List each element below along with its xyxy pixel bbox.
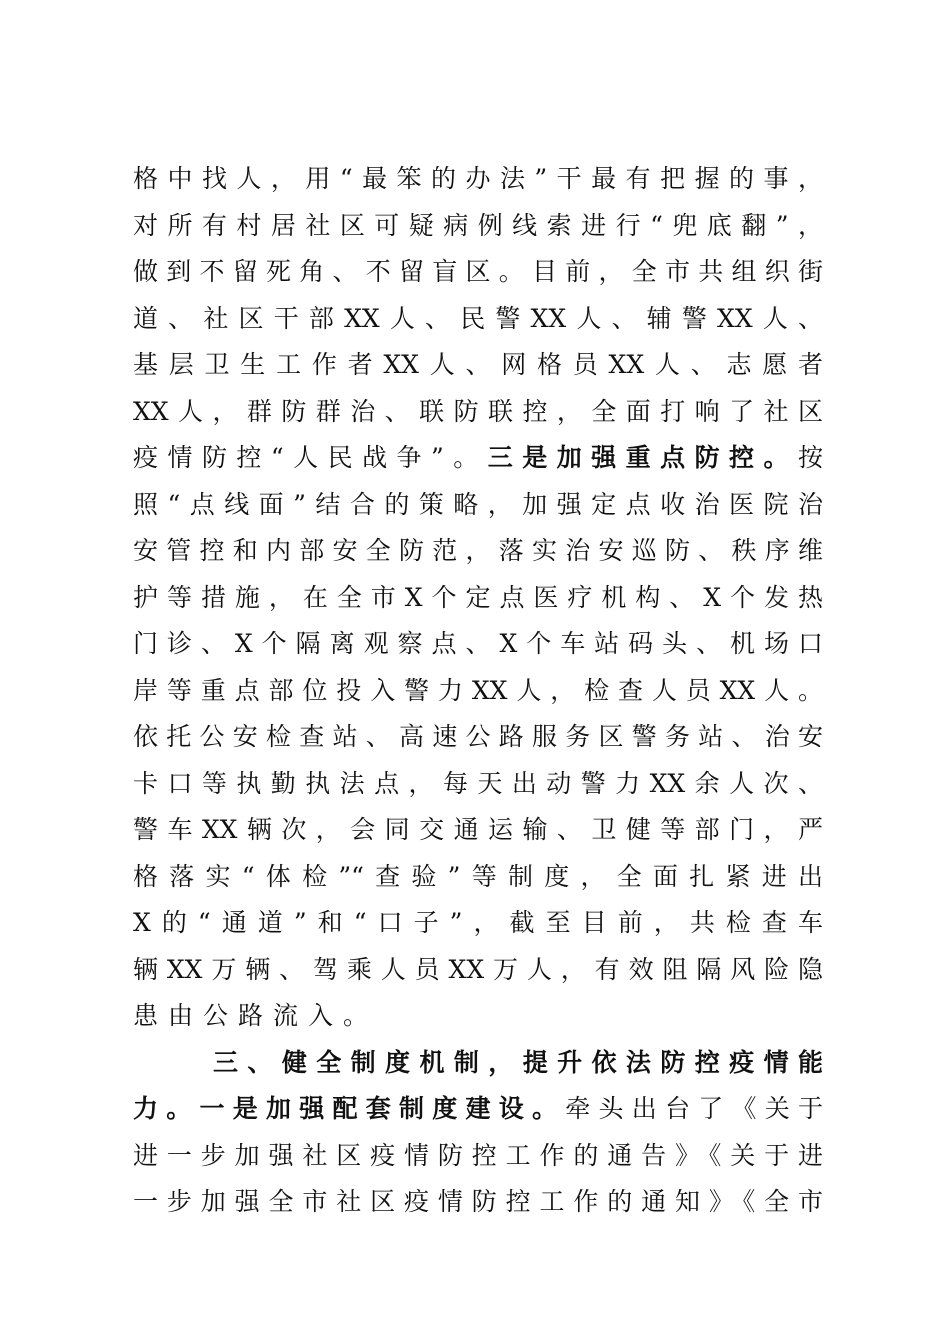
text-segment: 牵头出台了《关于 bbox=[565, 1094, 823, 1123]
text-line-with-heading bbox=[133, 1086, 823, 1133]
text-line: 辆XX万辆、驾乘人员XX万人，有效阻隔风险隐 bbox=[133, 954, 823, 984]
text-line: 对所有村居社区可疑病例线索进行“兜底翻”， bbox=[133, 210, 823, 240]
text-line: 道、社区干部XX人、民警XX人、辅警XX人、 bbox=[133, 303, 823, 333]
section-heading-tail: 力。 bbox=[133, 1094, 200, 1123]
text-line: 依托公安检查站、高速公路服务区警务站、治安 bbox=[133, 722, 823, 751]
text-line: 基层卫生工作者XX人、网格员XX人、志愿者 bbox=[133, 350, 823, 379]
text-line: 门诊、X个隔离观察点、X个车站码头、机场口 bbox=[133, 629, 823, 658]
inline-heading: 三是加强重点防控。 bbox=[487, 443, 798, 472]
text-line-with-heading bbox=[133, 435, 823, 482]
text-line: 卡口等执勤执法点，每天出动警力XX余人次、 bbox=[133, 768, 823, 798]
section-heading: 三、健全制度机制，提升依法防控疫情能 bbox=[213, 1047, 823, 1077]
text-line: X的“通道”和“口子”，截至目前，共检查车 bbox=[133, 908, 823, 937]
text-line: 格落实“体检”“查验”等制度，全面扎紧进出 bbox=[133, 861, 823, 891]
text-line: 岸等重点部位投入警力XX人，检查人员XX人。 bbox=[133, 675, 823, 705]
text-line: 一步加强全市社区疫情防控工作的通知》《全市 bbox=[133, 1187, 823, 1216]
text-line: 护等措施，在全市X个定点医疗机构、X个发热 bbox=[133, 582, 823, 612]
text-line: 做到不留死角、不留盲区。目前，全市共组织街 bbox=[133, 257, 823, 286]
text-line: 患由公路流入。 bbox=[133, 1001, 379, 1030]
text-segment: 疫情防控“人民战争”。 bbox=[133, 443, 488, 472]
text-line: 照“点线面”结合的策略，加强定点收治医院治 bbox=[133, 489, 823, 519]
inline-heading: 一是加强配套制度建设。 bbox=[199, 1094, 566, 1123]
text-segment: 按 bbox=[797, 443, 823, 472]
body-text bbox=[133, 156, 823, 1226]
text-line: 格中找人，用“最笨的办法”干最有把握的事， bbox=[133, 164, 823, 193]
text-line: 进一步加强社区疫情防控工作的通告》《关于进 bbox=[133, 1140, 823, 1170]
text-line: 安管控和内部安全防范，落实治安巡防、秩序维 bbox=[133, 536, 823, 565]
text-line: XX人，群防群治、联防联控，全面打响了社区 bbox=[133, 396, 823, 426]
text-line: 警车XX辆次，会同交通运输、卫健等部门，严 bbox=[133, 815, 823, 844]
